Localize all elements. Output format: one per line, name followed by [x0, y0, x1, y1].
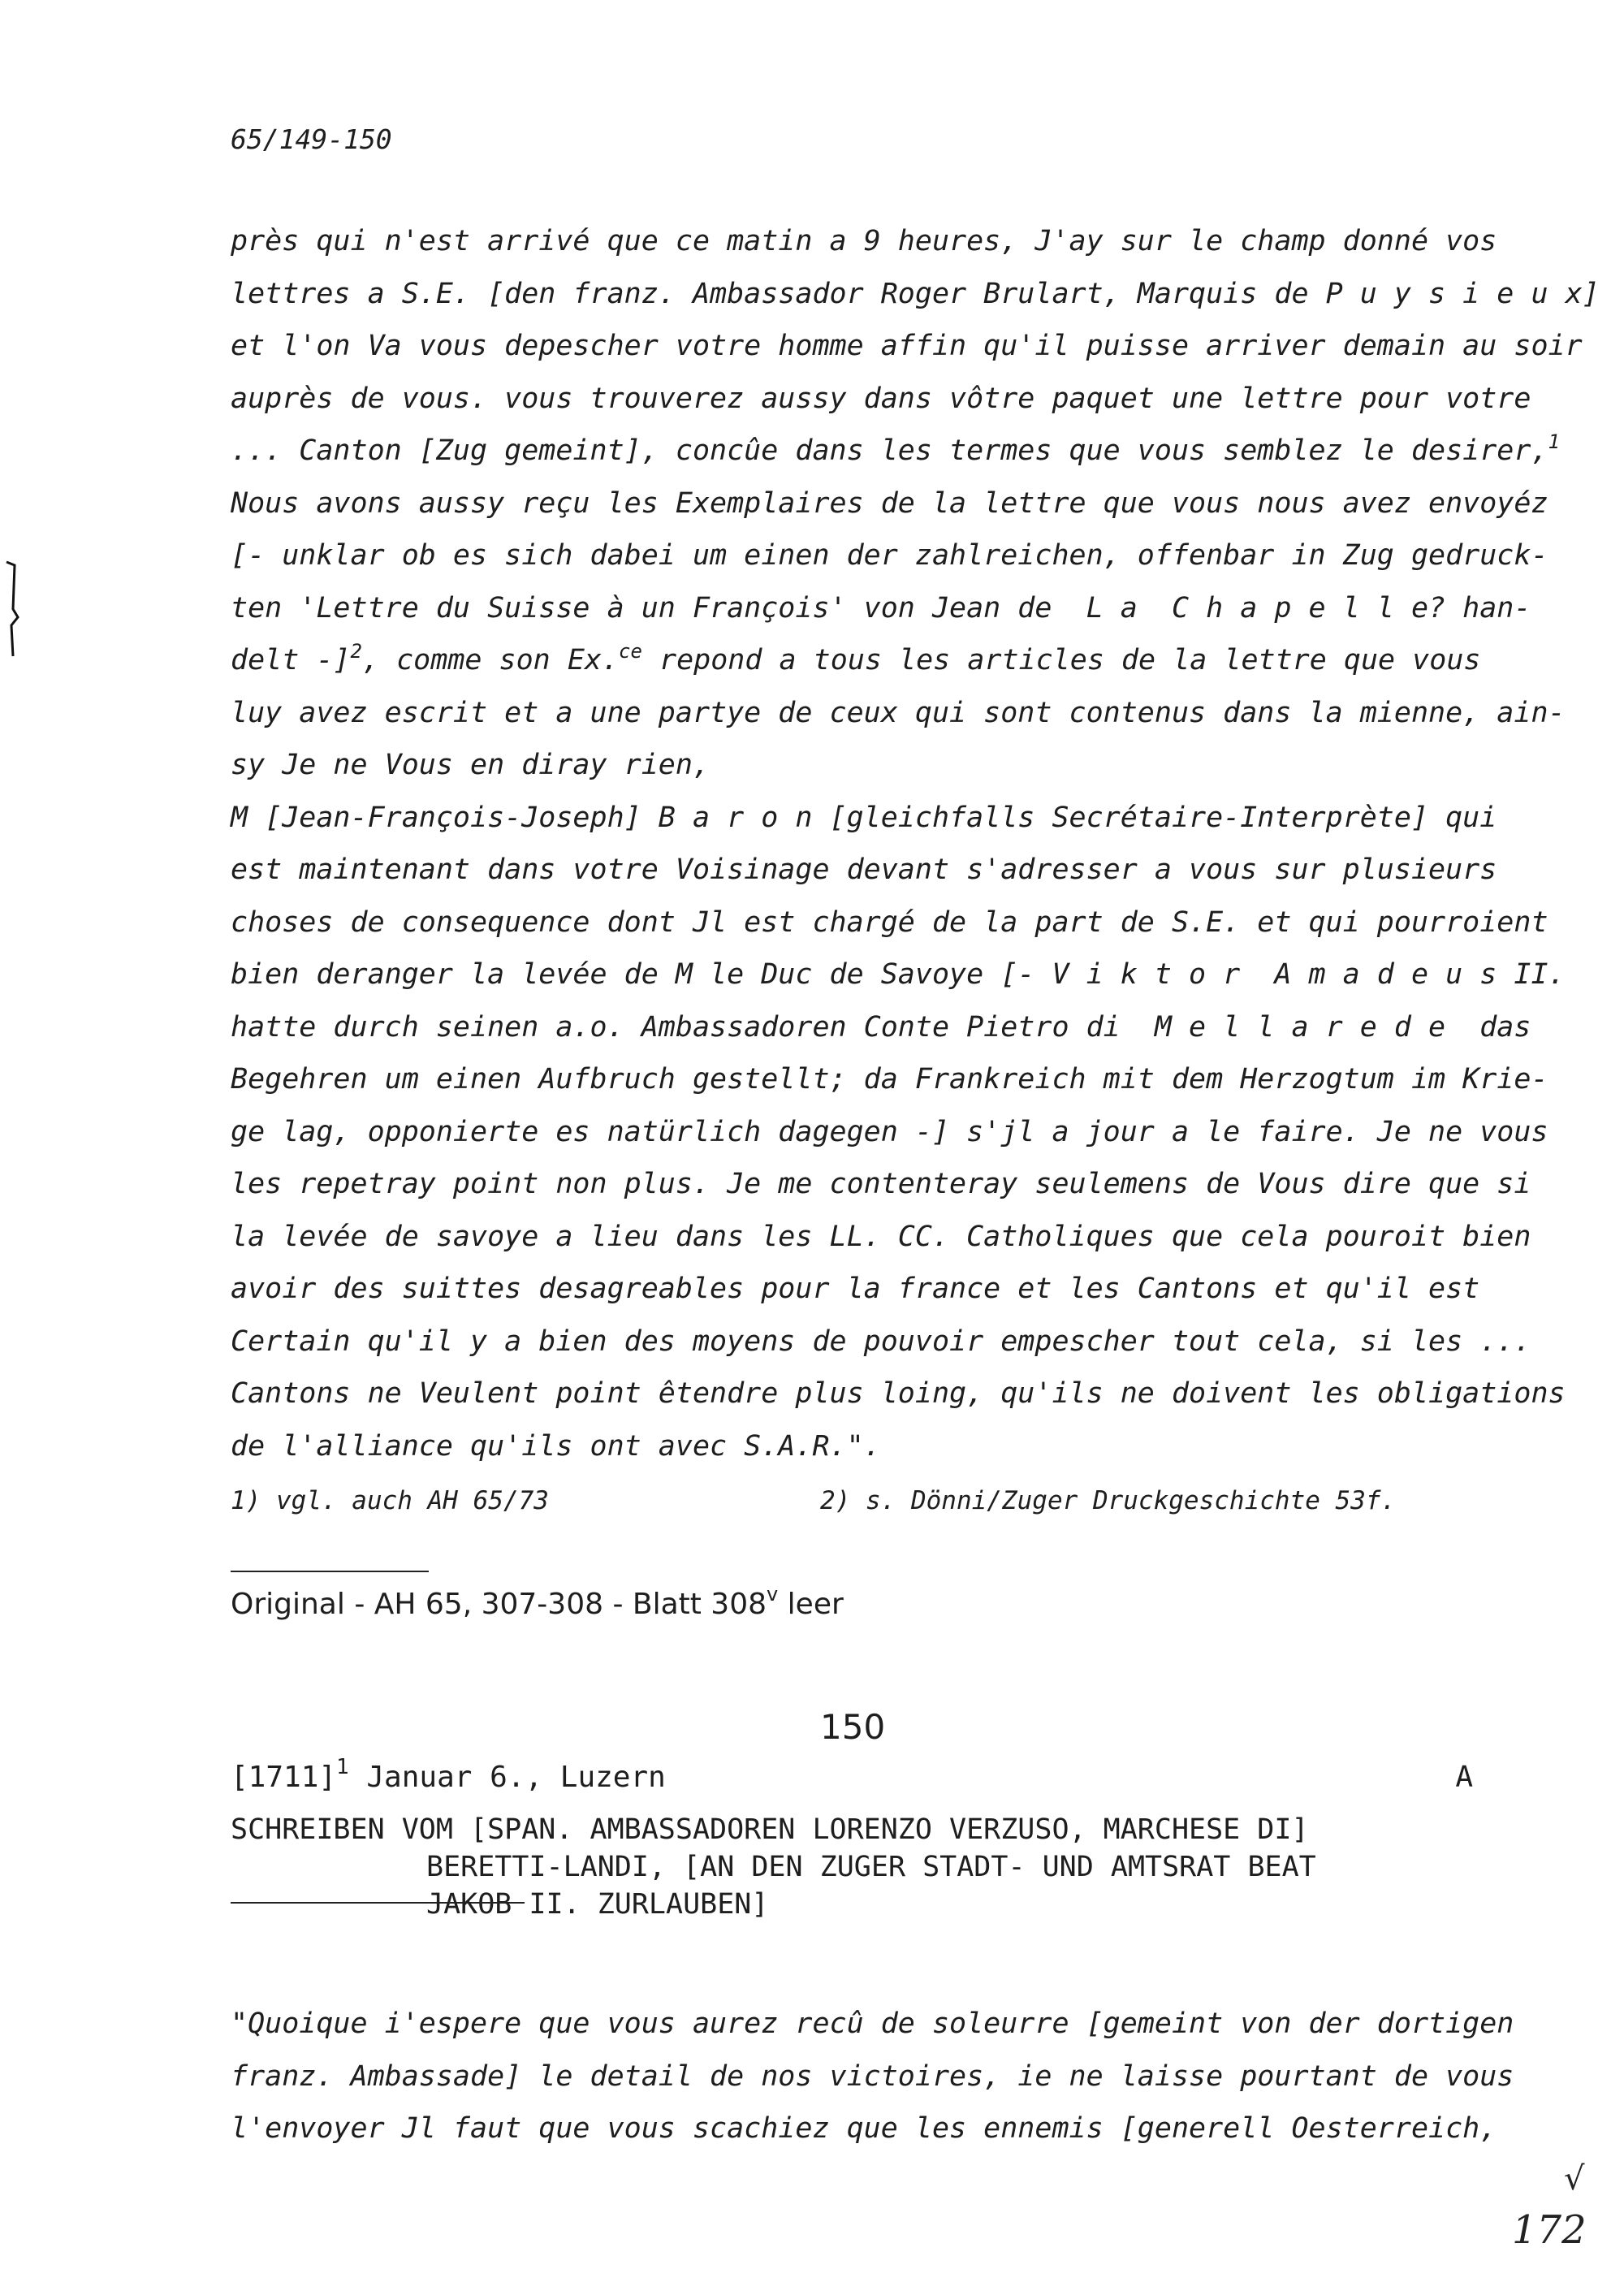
text-segment: ... Canton [Zug gemeint], concûe dans les termes que vous semblez le desirer, [231, 434, 1548, 467]
text-segment: , comme son Ex. [361, 644, 620, 676]
text-line: auprès de vous. vous trouverez aussy dans vôtre paquet une lettre pour votre [231, 382, 1531, 415]
text-line: près qui n'est arrivé que ce matin a 9 heures, J'ay sur le champ donné vos [231, 225, 1497, 257]
separator-rule [231, 1571, 429, 1572]
text-line: et l'on Va vous depescher votre homme affin qu'il puisse arriver demain au soir [231, 330, 1583, 362]
text-line: ten 'Lettre du Suisse à un François' von Jean de L a C h a p e l l e? han- [231, 591, 1531, 625]
document-type-marker: A [1455, 1761, 1473, 1794]
text-segment: repond a tous les articles de la lettre que vous [641, 644, 1481, 676]
title-line: JAKOB II. ZURLAUBEN] [426, 1888, 769, 1921]
text-line: choses de consequence dont Jl est chargé de la part de S.E. et qui pourroient [231, 905, 1548, 939]
document-number: 150 [820, 1707, 886, 1747]
text-line: Cantons ne Veulent point êtendre plus loing, qu'ils ne doivent les obligations [231, 1377, 1566, 1410]
letter-body [231, 215, 1600, 1472]
text-line [231, 634, 1530, 687]
letter-quote [231, 1998, 1546, 2155]
source-superscript: v [767, 1583, 779, 1606]
document-header [231, 1755, 1473, 1794]
handwritten-check: √ [1564, 2160, 1585, 2198]
text-line: [- unklar ob es sich dabei um einen der zahlreichen, offenbar in Zug gedruck- [231, 539, 1548, 572]
text-line: franz. Ambassade] le detail de nos victoires, ie ne laisse pourtant de vous [231, 2059, 1514, 2093]
text-line: Begehren um einen Aufbruch gestellt; da Frankreich mit dem Herzogtum im Krie- [231, 1063, 1548, 1096]
superscript-ce: ce [619, 640, 642, 663]
footnote-2: 2) s. Dönni/Zuger Druckgeschichte 53f. [820, 1486, 1397, 1515]
text-line: lettres a S.E. [den franz. Ambassador Roger Brulart, Marquis de P u y s i e u x] [231, 277, 1600, 310]
text-line: avoir des suittes desagreables pour la france et les Cantons et qu'il est [231, 1273, 1480, 1305]
text-line: sy Je ne Vous en diray rien, [231, 749, 710, 781]
title-line: BERETTI-LANDI, [AN DEN ZUGER STADT- UND AMTSRAT BEAT [426, 1851, 1316, 1883]
document-date [231, 1755, 666, 1794]
text-line: est maintenant dans votre Voisinage devant s'adresser a vous sur plusieurs [231, 854, 1497, 886]
date-footnote-marker: 1 [336, 1755, 349, 1779]
text-line: "Quoique i'espere que vous aurez recû de soleurre [gemeint von der dortigen [231, 2008, 1514, 2040]
text-line: les repetray point non plus. Je me contenteray seulemens de Vous dire que si [231, 1168, 1531, 1200]
title-line: SCHREIBEN VOM [SPAN. AMBASSADOREN LORENZO VERZUSO, MARCHESE DI] [231, 1813, 1309, 1846]
text-line: l'envoyer Jl faut que vous scachiez que les ennemis [generell Oesterreich, [231, 2112, 1497, 2145]
text-line: hatte durch seinen a.o. Ambassadoren Conte Pietro di M e l l a r e d e das [231, 1010, 1531, 1044]
handwritten-folio: 172 [1512, 2207, 1587, 2253]
text-line: ge lag, opponierte es natürlich dagegen -] s'jl a jour a le faire. Je ne vous [231, 1115, 1548, 1148]
source-text: Original - AH 65, 307-308 - Blatt 308 [231, 1588, 767, 1621]
text-line: bien deranger la levée de M le Duc de Savoye [- V i k t o r A m a d e u s II. [231, 958, 1566, 991]
text-segment: delt -] [231, 644, 351, 676]
text-line: M [Jean-François-Joseph] B a r o n [gleichfalls Secrétaire-Interprète] qui [231, 801, 1497, 834]
footnote-marker-2: 2 [350, 640, 362, 663]
footnote-marker-1: 1 [1548, 430, 1560, 453]
source-tail: leer [778, 1588, 844, 1621]
text-line: de l'alliance qu'ils ont avec S.A.R.". [231, 1429, 881, 1463]
text-line: la levée de savoye a lieu dans les LL. CC. Catholiques que cela pouroit bien [231, 1220, 1531, 1253]
source-note [231, 1583, 844, 1621]
text-line: Nous avons aussy reçu les Exemplaires de la lettre que vous nous avez envoyéz [231, 486, 1548, 520]
year-bracket: [1711] [231, 1761, 337, 1794]
separator-rule [231, 1902, 525, 1904]
margin-bracket-mark [5, 560, 21, 658]
text-line: Certain qu'il y a bien des moyens de pouvoir empescher tout cela, si les ... [231, 1325, 1531, 1358]
document-reference: 65/149-150 [231, 123, 392, 155]
text-line [231, 425, 1560, 478]
text-line: luy avez escrit et a une partye de ceux qui sont contenus dans la mienne, ain- [231, 696, 1566, 729]
footnote-1: 1) vgl. auch AH 65/73 [231, 1486, 549, 1515]
date-place: Januar 6., Luzern [348, 1761, 666, 1794]
document-title [231, 1811, 1546, 1923]
